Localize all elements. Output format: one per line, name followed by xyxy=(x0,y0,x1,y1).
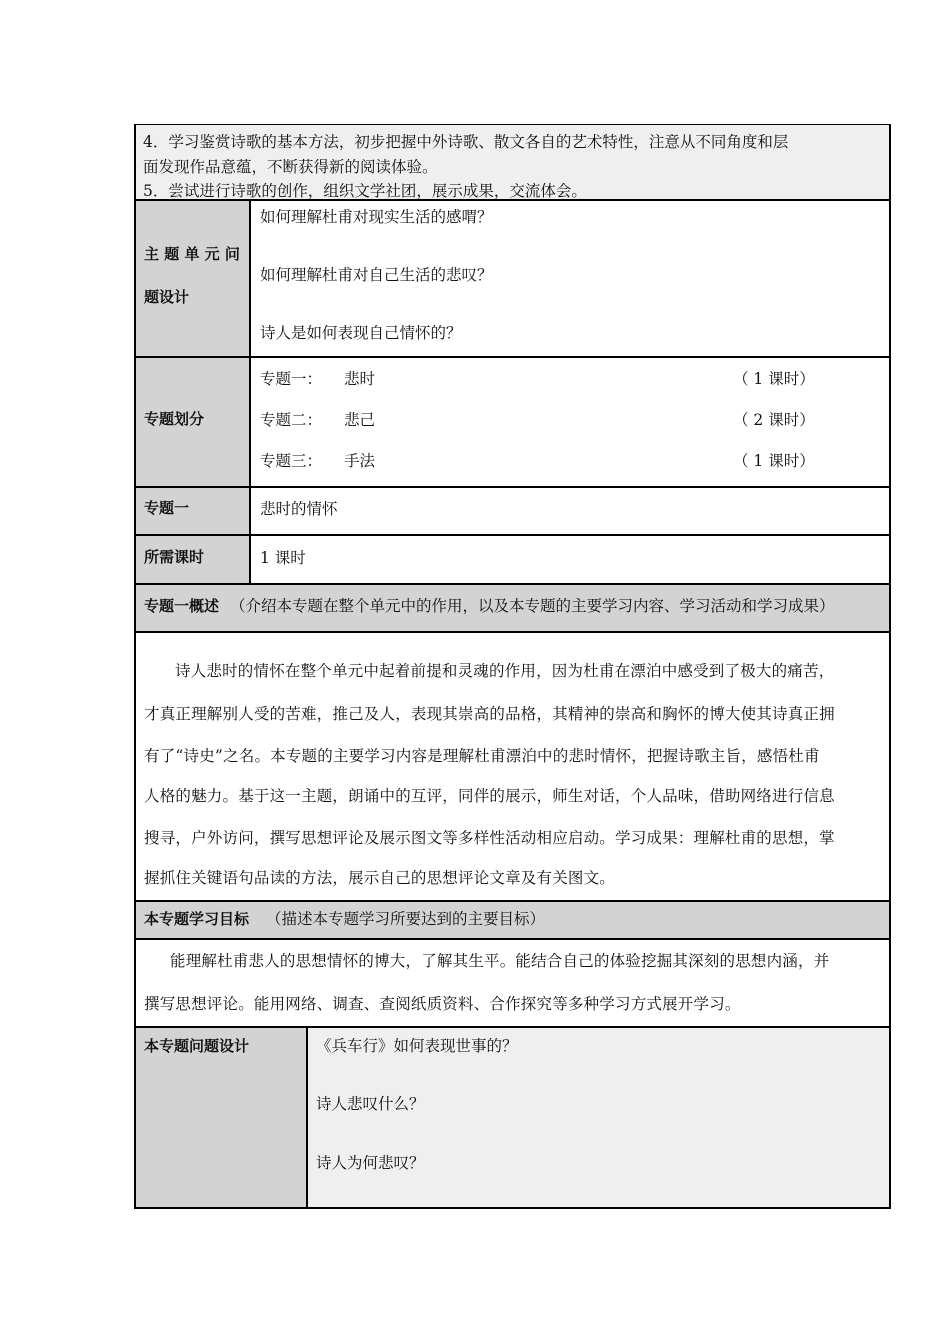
divider xyxy=(134,356,891,358)
intro-line-2: 面发现作品意蕴，不断获得新的阅读体验。 xyxy=(143,158,438,176)
intro-line-3: 5．尝试进行诗歌的创作，组织文学社团，展示成果，交流体会。 xyxy=(143,182,587,200)
topic-title: 悲时 xyxy=(344,370,376,388)
topics-label: 专题划分 xyxy=(144,410,205,428)
divider xyxy=(134,583,891,585)
theme-question: 诗人是如何表现自己情怀的？ xyxy=(260,324,462,342)
divider xyxy=(134,1026,891,1028)
divider xyxy=(134,631,891,633)
column-divider xyxy=(249,200,251,584)
topic-hours: （ 1 课时） xyxy=(733,370,815,388)
goals-line: 能理解杜甫悲人的思想情怀的博大，了解其生平。能结合自己的体验挖掘其深刻的思想内涵，并 xyxy=(170,952,830,970)
overview-label: 专题一概述 xyxy=(144,597,220,615)
overview-hint: （介绍本专题在整个单元中的作用，以及本专题的主要学习内容、学习活动和学习成果） xyxy=(229,597,835,615)
divider xyxy=(134,534,891,536)
table-top-border xyxy=(134,124,891,125)
overview-header xyxy=(144,594,834,616)
topic-question: 《兵车行》如何表现世事的？ xyxy=(316,1037,518,1055)
topic-title: 手法 xyxy=(344,452,376,470)
table-bottom-border xyxy=(134,1207,891,1209)
overview-line: 搜寻，户外访问，撰写思想评论及展示图文等多样性活动相应启动。学习成果：理解杜甫的思想，掌 xyxy=(144,829,835,847)
topic-name: 专题三： xyxy=(260,452,323,470)
topic-question: 诗人为何悲叹？ xyxy=(316,1154,425,1172)
table-right-border xyxy=(889,124,891,1209)
column-divider xyxy=(306,1027,308,1208)
divider xyxy=(134,900,891,902)
topic-title: 悲己 xyxy=(344,411,376,429)
topic-questions-label: 本专题问题设计 xyxy=(144,1037,250,1055)
topic-hours: （ 2 课时） xyxy=(733,411,815,429)
theme-question: 如何理解杜甫对现实生活的感喟？ xyxy=(260,208,493,226)
theme-unit-label-2: 题设计 xyxy=(144,288,190,306)
goals-hint: （描述本专题学习所要达到的主要目标） xyxy=(265,910,545,928)
divider xyxy=(134,486,891,488)
table-left-border xyxy=(134,124,136,1209)
overview-line: 有了“诗史”之名。本专题的主要学习内容是理解杜甫漂泊中的悲时情怀，把握诗歌主旨，感悟杜甫 xyxy=(144,747,820,765)
topic-name: 专题二： xyxy=(260,411,323,429)
divider xyxy=(134,938,891,940)
goals-label: 本专题学习目标 xyxy=(144,910,250,928)
hours-label: 所需课时 xyxy=(144,548,205,566)
overview-line: 人格的魅力。基于这一主题，朗诵中的互评，同伴的展示，师生对话，个人品味，借助网络进行信息 xyxy=(144,787,835,805)
goals-header xyxy=(144,907,545,929)
topic-question: 诗人悲叹什么？ xyxy=(316,1095,425,1113)
theme-unit-label-cell xyxy=(135,200,250,357)
hours-value: 1 课时 xyxy=(260,549,306,567)
goals-line: 撰写思想评论。能用网络、调查、查阅纸质资料、合作探究等多种学习方式展开学习。 xyxy=(144,995,741,1013)
theme-unit-label: 主 题 单 元 问 xyxy=(144,245,240,263)
overview-line: 握抓住关键语句品读的方法，展示自己的思想评论文章及有关图文。 xyxy=(144,869,616,887)
topic1-value: 悲时的情怀 xyxy=(260,500,338,518)
overview-line: 才真正理解别人受的苦难，推己及人，表现其崇高的品格，其精神的崇高和胸怀的博大使其诗真正拥 xyxy=(144,705,835,723)
topic-name: 专题一： xyxy=(260,370,323,388)
topic1-label: 专题一 xyxy=(144,499,190,517)
topic-hours: （ 1 课时） xyxy=(733,452,815,470)
theme-question: 如何理解杜甫对自己生活的悲叹？ xyxy=(260,266,493,284)
overview-line: 诗人悲时的情怀在整个单元中起着前提和灵魂的作用，因为杜甫在漂泊中感受到了极大的痛苦， xyxy=(175,662,835,680)
intro-line-1: 4．学习鉴赏诗歌的基本方法，初步把握中外诗歌、散文各自的艺术特性，注意从不同角度和层 xyxy=(143,133,789,151)
